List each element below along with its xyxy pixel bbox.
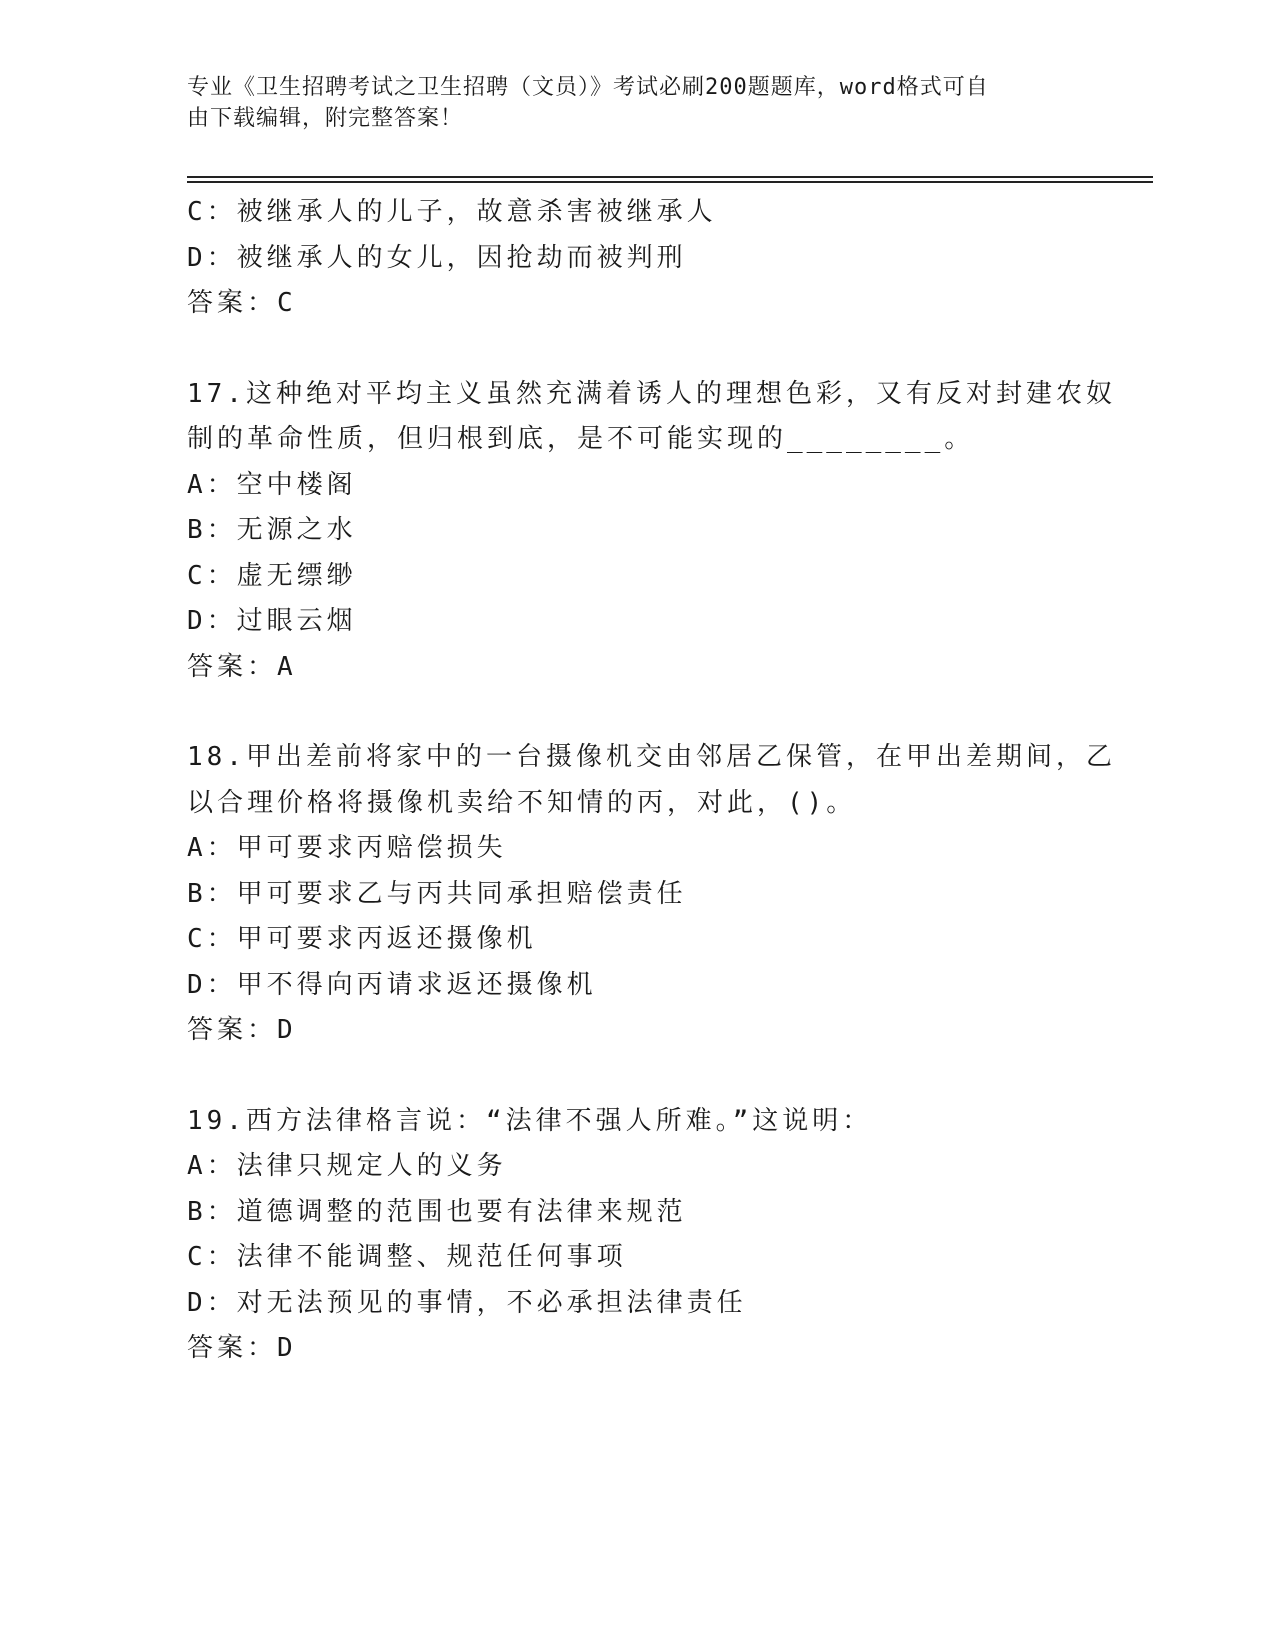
stem-line: 制的革命性质，但归根到底，是不可能实现的________。 [187,424,975,454]
document-header [187,72,1067,134]
answer-line: 答案：D [187,1015,297,1045]
question-stem [187,1099,1087,1145]
option-b: B：无源之水 [187,515,357,545]
stem-line: 以合理价格将摄像机卖给不知情的丙，对此，()。 [187,787,857,818]
question-17 [187,372,1116,691]
stem-line: 18.甲出差前将家中的一台摄像机交由邻居乙保管，在甲出差期间，乙 [187,742,1116,772]
option-a: A：甲可要求丙赔偿损失 [187,833,507,863]
question-19 [187,1099,1087,1372]
stem-line: 19.西方法律格言说：“法律不强人所难。”这说明： [187,1105,873,1136]
question-stem [187,372,1116,463]
question-content [187,190,1116,1372]
option-d: D：对无法预见的事情，不必承担法律责任 [187,1287,747,1318]
option-a: A：法律只规定人的义务 [187,1151,507,1181]
option-c: C：甲可要求丙返还摄像机 [187,924,537,954]
header-line-1: 专业《卫生招聘考试之卫生招聘（文员）》考试必刷200题题库，word格式可自 [187,75,989,100]
header-line-2: 由下载编辑，附完整答案！ [187,106,464,131]
question-carryover [187,190,1087,327]
option-b: B：道德调整的范围也要有法律来规范 [187,1196,687,1227]
option-a: A：空中楼阁 [187,469,357,500]
option-d: D：甲不得向丙请求返还摄像机 [187,969,597,1000]
option-c: C：被继承人的儿子，故意杀害被继承人 [187,197,717,227]
answer-line: 答案：C [187,288,297,318]
question-stem [187,735,1116,826]
option-b: B：甲可要求乙与丙共同承担赔偿责任 [187,878,687,909]
header-divider-bottom [187,181,1153,183]
option-c: C：虚无缥缈 [187,560,357,591]
option-d: D：被继承人的女儿，因抢劫而被判刑 [187,242,687,273]
option-d: D：过眼云烟 [187,606,357,636]
answer-line: 答案：A [187,651,297,682]
stem-line: 17.这种绝对平均主义虽然充满着诱人的理想色彩，又有反对封建农奴 [187,378,1116,409]
header-divider-top [187,176,1153,178]
answer-line: 答案：D [187,1333,297,1363]
question-18 [187,735,1116,1054]
option-c: C：法律不能调整、规范任何事项 [187,1242,627,1272]
